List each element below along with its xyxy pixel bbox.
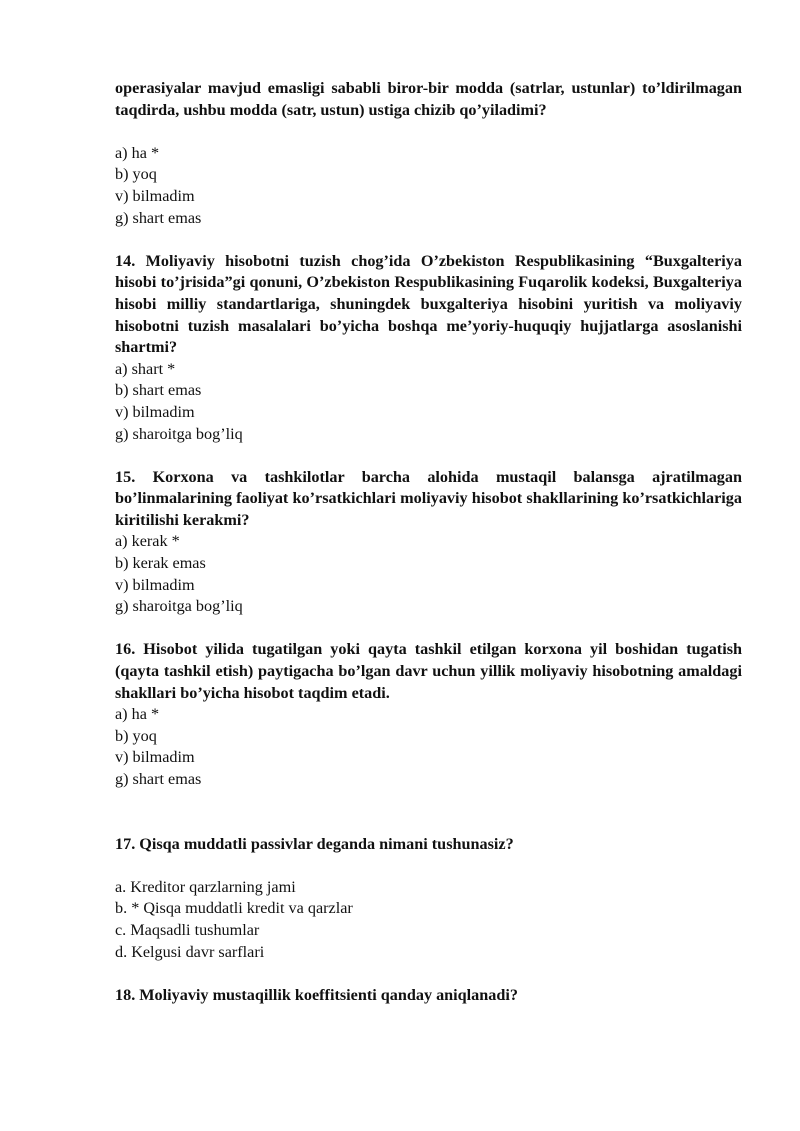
option: a) shart *: [115, 359, 176, 378]
question-18-text: 18. Moliyaviy mustaqillik koeffitsienti qanday aniqlanadi?: [115, 985, 518, 1004]
option: v) bilmadim: [115, 402, 195, 421]
question-13-options: [115, 143, 742, 229]
question-17: [115, 834, 742, 964]
option: b) yoq: [115, 165, 157, 184]
question-15-text: 15. Korxona va tashkilotlar barcha alohida mustaqil balansga ajratilmagan bo’linmalarining faoliyat ko’rsatkichlari moliyaviy hisobot shakllarining ko’rsatkichlariga kiritilishi kerakmi?: [115, 467, 742, 529]
question-17-options: [115, 877, 742, 963]
option: g) shart emas: [115, 770, 202, 788]
option: a. Kreditor qarzlarning jami: [115, 877, 296, 896]
document-page: [115, 78, 742, 1006]
question-16: [115, 639, 742, 790]
question-15: [115, 467, 742, 618]
question-13-text: operasiyalar mavjud emasligi sababli biror-bir modda (satrlar, ustunlar) to’ldirilmagan taqdirda, ushbu modda (satr, ustun) ustiga chizib qo’yiladimi?: [115, 79, 742, 119]
option: b) shart emas: [115, 381, 202, 400]
option: a) kerak *: [115, 532, 180, 551]
question-14-options: [115, 359, 742, 445]
question-16-options: [115, 704, 742, 790]
question-16-text: 16. Hisobot yilida tugatilgan yoki qayta tashkil etilgan korxona yil boshidan tugatish (qayta tashkil etish) paytigacha bo’lgan davr uchun yillik moliyaviy hisobotning amaldagi shakllari bo’yicha hisobot taqdim etadi.: [115, 640, 742, 702]
option: v) bilmadim: [115, 748, 195, 767]
option: a) ha *: [115, 705, 160, 724]
option: b. * Qisqa muddatli kredit va qarzlar: [115, 899, 353, 918]
option: b) kerak emas: [115, 554, 206, 573]
question-14-text: 14. Moliyaviy hisobotni tuzish chog’ida O’zbekiston Respublikasining “Buxgalteriya hisobi to’jrisida”gi qonuni, O’zbekiston Respublikasining Fuqarolik kodeksi, Buxgalteriya hisobi milliy standartlariga, shuningdek buxgalteriya hisobini yuritish va moliyaviy hisobotni tuzish masalalari bo’yicha boshqa me’yoriy-huquqiy hujjatlarga asoslanishi shartmi?: [115, 251, 742, 357]
option: b) yoq: [115, 726, 157, 745]
option: g) shart emas: [115, 208, 202, 227]
option: d. Kelgusi davr sarflari: [115, 942, 265, 961]
question-15-options: [115, 531, 742, 617]
option: v) bilmadim: [115, 575, 195, 594]
option: a) ha *: [115, 143, 160, 162]
option: g) sharoitga bog’liq: [115, 424, 243, 443]
question-17-text: 17. Qisqa muddatli passivlar deganda nimani tushunasiz?: [115, 834, 514, 853]
question-13: [115, 78, 742, 229]
option: v) bilmadim: [115, 186, 195, 205]
option: g) sharoitga bog’liq: [115, 597, 243, 616]
question-14: [115, 251, 742, 445]
question-18: [115, 985, 742, 1007]
option: c. Maqsadli tushumlar: [115, 920, 260, 939]
